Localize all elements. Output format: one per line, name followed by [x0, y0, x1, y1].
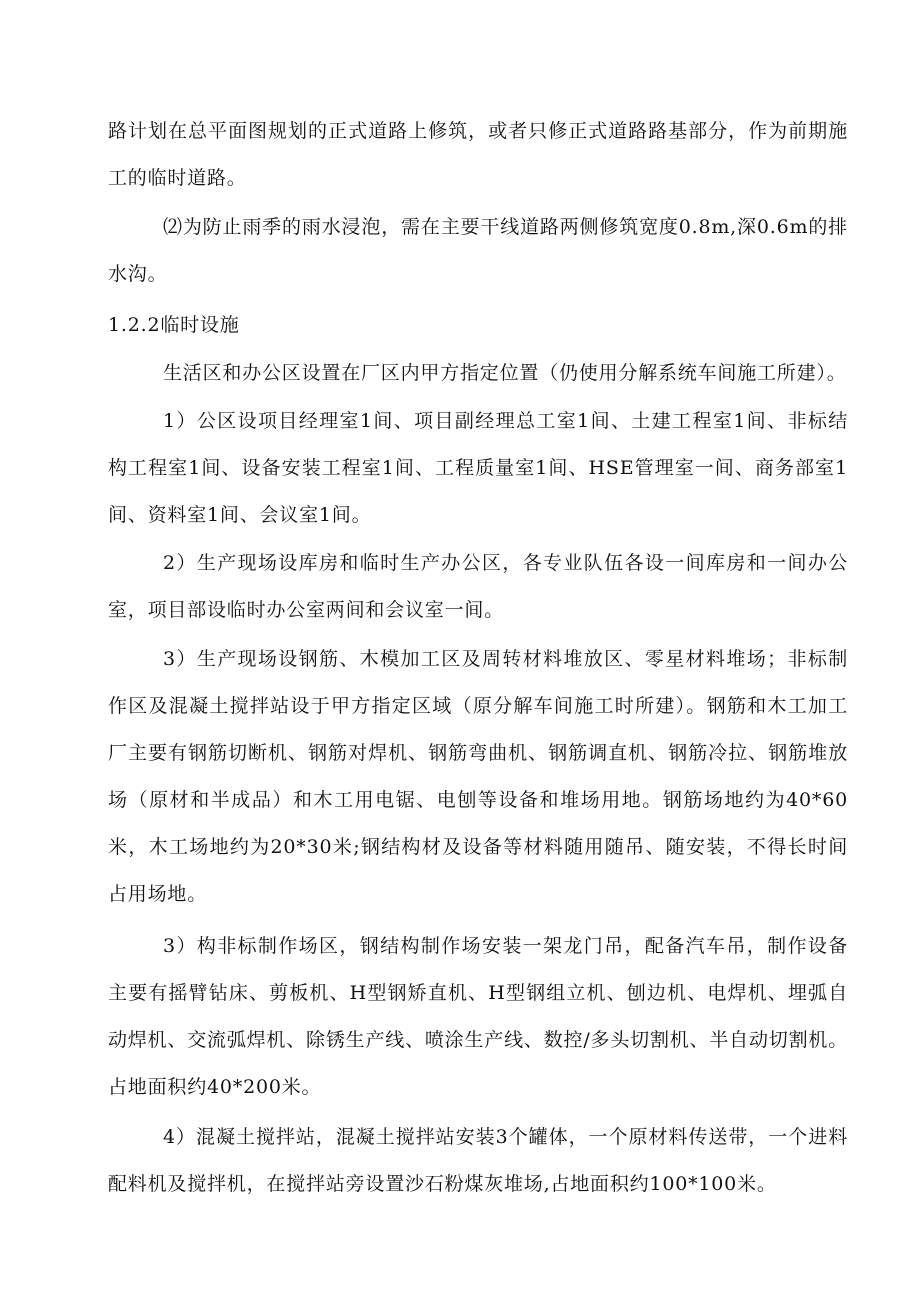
paragraph-drainage-ditch: ⑵为防止雨季的雨水浸泡，需在主要干线道路两侧修筑宽度0.8m,深0.6m的排水沟。	[108, 216, 848, 285]
paragraph-warehouse-office: 2）生产现场设库房和临时生产办公区，各专业队伍各设一间库房和一间办公室，项目部设临时办公室两间和会议室一间。	[108, 552, 848, 621]
paragraph-concrete-mixing-station: 4）混凝土搅拌站，混凝土搅拌站安装3个罐体，一个原材料传送带，一个进料配料机及搅拌机，在搅拌站旁设置沙石粉煤灰堆场,占地面积约100*100米。	[108, 1126, 848, 1195]
paragraph-rebar-formwork-area: 3）生产现场设钢筋、木模加工区及周转材料堆放区、零星材料堆场；非标制作区及混凝土搅拌站设于甲方指定区域（原分解车间施工时所建）。钢筋和木工加工厂主要有钢筋切断机、钢筋对焊机、钢筋弯曲机、钢筋调直机、钢筋冷拉、钢筋堆放场（原材和半成品）和木工用电锯、电刨等设备和堆场用地。钢筋场地约为40*60米，木工场地约为20*30米;钢结构材及设备等材料随用随吊、随安装，不得长时间占用场地。	[108, 648, 848, 905]
paragraph-office-rooms: 1）公区设项目经理室1间、项目副经理总工室1间、土建工程室1间、非标结构工程室1间、设备安装工程室1间、工程质量室1间、HSE管理室一间、商务部室1间、资料室1间、会议室1间。	[108, 410, 848, 526]
paragraph-steel-fabrication-area: 3）构非标制作场区，钢结构制作场安装一架龙门吊，配备汽车吊，制作设备主要有摇臂钻床、剪板机、H型钢矫直机、H型钢组立机、刨边机、电焊机、埋弧自动焊机、交流弧焊机、除锈生产线、喷涂生产线、数控/多头切割机、半自动切割机。占地面积约40*200米。	[108, 935, 848, 1098]
paragraph-living-office-area: 生活区和办公区设置在厂区内甲方指定位置（仍使用分解系统车间施工所建）。	[163, 362, 847, 384]
paragraph-road-plan: 路计划在总平面图规划的正式道路上修筑，或者只修正式道路路基部分，作为前期施工的临时道路。	[108, 120, 848, 189]
section-heading-temporary-facilities: 1.2.2临时设施	[108, 314, 240, 336]
